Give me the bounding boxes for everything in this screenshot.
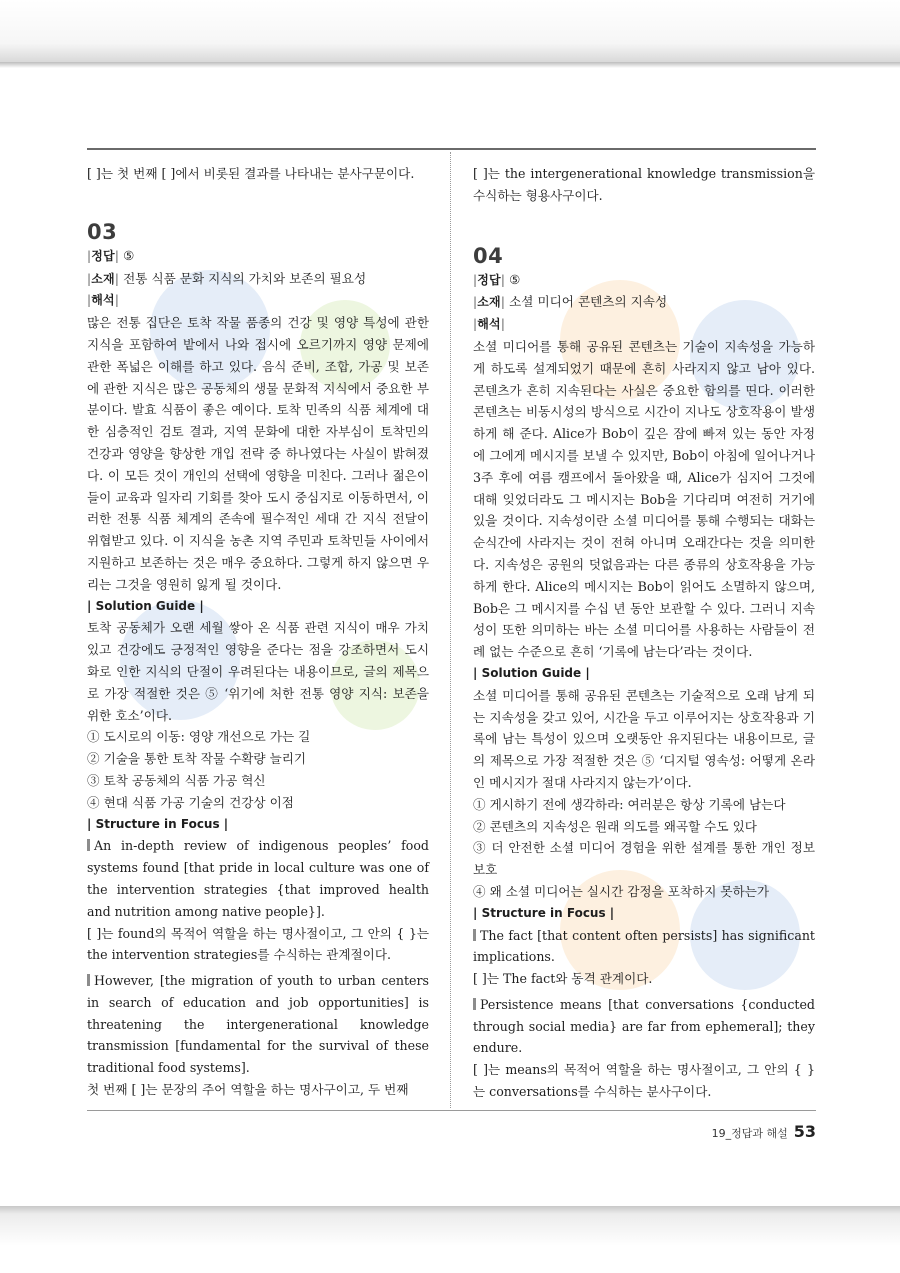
header-rule [87,148,816,150]
interpretation-text: 많은 전통 집단은 토착 작물 품종의 건강 및 영양 특성에 관한 지식을 포함하여 밭에서 나와 접시에 오르기까지 영양 문제에 관한 폭넓은 이해를 하고 있다. 음식 준비, 조합, 가공 및 보존에 관한 지식은 많은 공동체의 생물 문화적 지식에서 중요한 부분이다. 발효 식품이 좋은 예이다. 토착 민족의 식품 체계에 대한 심층적인 검토 결과, 지역 문화에 대한 자부심이 토착민의 건강과 영양을 향상한 개입 전략 중 하나였다는 사실이 밝혀졌다. 이 모든 것이 개인의 선택에 영향을 미친다. 그러나 젊은이들이 교육과 일자리 기회를 찾아 도시 중심지로 이동하면서, 이러한 전통 식품 체계의 존속에 필수적인 세대 간 지식 전달이 위협받고 있다. 이 지식을 농촌 지역 주민과 토착민들 사이에서 지원하고 보존하는 것은 매우 중요하다. 그렇게 하지 않으면 우리는 그것을 영원히 잃게 될 것이다. [87,315,429,592]
option-2: ② 기술을 통한 토착 작물 수확량 늘리기 [87,751,307,767]
interpretation-label: |해석| [473,317,506,332]
right-intro-note: [ ]는 the intergenerational knowledge transmission을 수식하는 형용사구이다. [473,166,815,203]
solution-guide-text: 토착 공동체가 오랜 세월 쌓아 온 식품 관련 지식이 매우 가치 있고 건강에도 긍정적인 영향을 준다는 점을 강조하면서 도시화로 인한 지식의 단절이 우려된다는 내용이므로, 글의 제목으로 가장 적절한 것은 ⑤ ‘위기에 처한 전통 영양 지식: 보존을 위한 호소’이다. [87,620,429,723]
solution-guide-label: | Solution Guide | [473,665,590,680]
option-4: ④ 왜 소셜 미디어는 실시간 감정을 포착하지 못하는가 [473,883,770,899]
structure-label: | Structure in Focus | [87,816,229,831]
structure-note-2: 첫 번째 [ ]는 문장의 주어 역할을 하는 명사구이고, 두 번째 [87,1082,409,1098]
structure-sentence-1: An in-depth review of indigenous peoples’ food systems found [that pride in local culture was one of the intervention strategies {that improved health and nutrition among native people}]. [87,838,429,919]
right-column [473,163,815,1103]
question-number-03: 03 [87,219,118,244]
topic-value: 전통 식품 문화 지식의 가치와 보존의 필요성 [123,270,367,286]
page-footer [712,1122,816,1141]
answer-value: ⑤ [123,247,135,263]
option-3: ③ 토착 공동체의 식품 가공 혁신 [87,772,266,788]
page-number: 53 [793,1122,816,1141]
left-column [87,163,429,1101]
footer-rule [87,1110,816,1111]
structure-label: | Structure in Focus | [473,905,615,920]
structure-sentence-1: The fact [that content often persists] has significant implications. [473,927,815,965]
option-2: ② 콘텐츠의 지속성은 원래 의도를 왜곡할 수도 있다 [473,818,757,834]
page-bottom-edge [0,1206,900,1273]
option-3: ③ 더 안전한 소셜 미디어 경험을 위한 설계를 통한 개인 정보 보호 [473,840,815,878]
footer-section: 19_정답과 해설 [711,1127,788,1140]
interpretation-text: 소셜 미디어를 통해 공유된 콘텐츠는 기술이 지속성을 가능하게 하도록 설계되었기 때문에 흔히 사라지지 않고 남아 있다. 콘텐츠가 흔히 지속된다는 사실은 중요한 함의를 띤다. 이러한 콘텐츠는 비동시성의 방식으로 시간이 지나도 상호작용이 발생하게 해 준다. Alice가 Bob이 깊은 잠에 빠져 있는 동안 자정에 그에게 메시지를 보낼 수 있지만, Bob이 아침에 일어나거나 3주 후에 여름 캠프에서 돌아왔을 때, Alice가 심지어 그것에 대해 잊었더라도 그 메시지는 Bob을 기다리며 여전히 거기에 있을 것이다. 지속성이란 소셜 미디어를 통해 수행되는 대화는 순식간에 사라지는 것이 전혀 아니며 오래간다는 것을 의미한다. 지속성은 공원의 덧없음과는 다른 종류의 상호작용을 가능하게 한다. Alice의 메시지는 Bob이 읽어도 소멸하지 않으며, Bob은 그 메시지를 수십 년 동안 보관할 수 있다. 그러니 지속성이 또한 의미하는 바는 소셜 미디어를 사용하는 사람들이 전례 없는 수준으로 흔히 ‘기록에 남는다’라는 것이다. [473,338,815,660]
topic-line: |소재| 전통 식품 문화 지식의 가치와 보존의 필요성 [87,270,367,286]
answer-line: |정답| ⑤ [473,271,521,287]
answer-line: |정답| ⑤ [87,247,135,263]
answer-value: ⑤ [509,271,521,287]
option-1: ① 도시로의 이동: 영양 개선으로 가는 길 [87,729,311,745]
question-number-04: 04 [473,243,504,268]
left-intro-note: [ ]는 첫 번째 [ ]에서 비롯된 결과를 나타내는 분사구문이다. [87,166,415,181]
structure-sentence-2: However, [the migration of youth to urban centers in search of education and job opportunities] is threatening the intergenerational knowledge transmission [fundamental for the survival of these traditional food systems]. [87,973,429,1076]
solution-guide-text: 소셜 미디어를 통해 공유된 콘텐츠는 기술적으로 오래 남게 되는 지속성을 갖고 있어, 시간을 두고 이루어지는 상호작용과 기록에 남는 특성이 있으며 오랫동안 유지된다는 내용이므로, 글의 제목으로 가장 적절한 것은 ⑤ ‘디지털 영속성: 어떻게 온라인 메시지가 절대 사라지지 않는가’이다. [473,687,815,790]
option-1: ① 게시하기 전에 생각하라: 여러분은 항상 기록에 남는다 [473,796,786,812]
option-4: ④ 현대 식품 가공 기술의 건강상 이점 [87,794,294,810]
structure-note-2: [ ]는 means의 목적어 역할을 하는 명사절이고, 그 안의 { }는 conversations를 수식하는 분사구이다. [473,1062,815,1100]
column-divider [450,152,451,1108]
topic-value: 소셜 미디어 콘텐츠의 지속성 [509,294,668,310]
structure-sentence-2: Persistence means [that conversations {conducted through social media} are far from ephemeral]; they endure. [473,996,815,1056]
interpretation-label: |해석| [87,293,120,308]
structure-note-1: [ ]는 The fact와 동격 관계이다. [473,971,653,987]
solution-guide-label: | Solution Guide | [87,598,204,613]
topic-line: |소재| 소셜 미디어 콘텐츠의 지속성 [473,294,668,310]
structure-note-1: [ ]는 found의 목적어 역할을 하는 명사절이고, 그 안의 { }는 the intervention strategies를 수식하는 관계절이다. [87,925,429,963]
page-top-edge [0,0,900,62]
